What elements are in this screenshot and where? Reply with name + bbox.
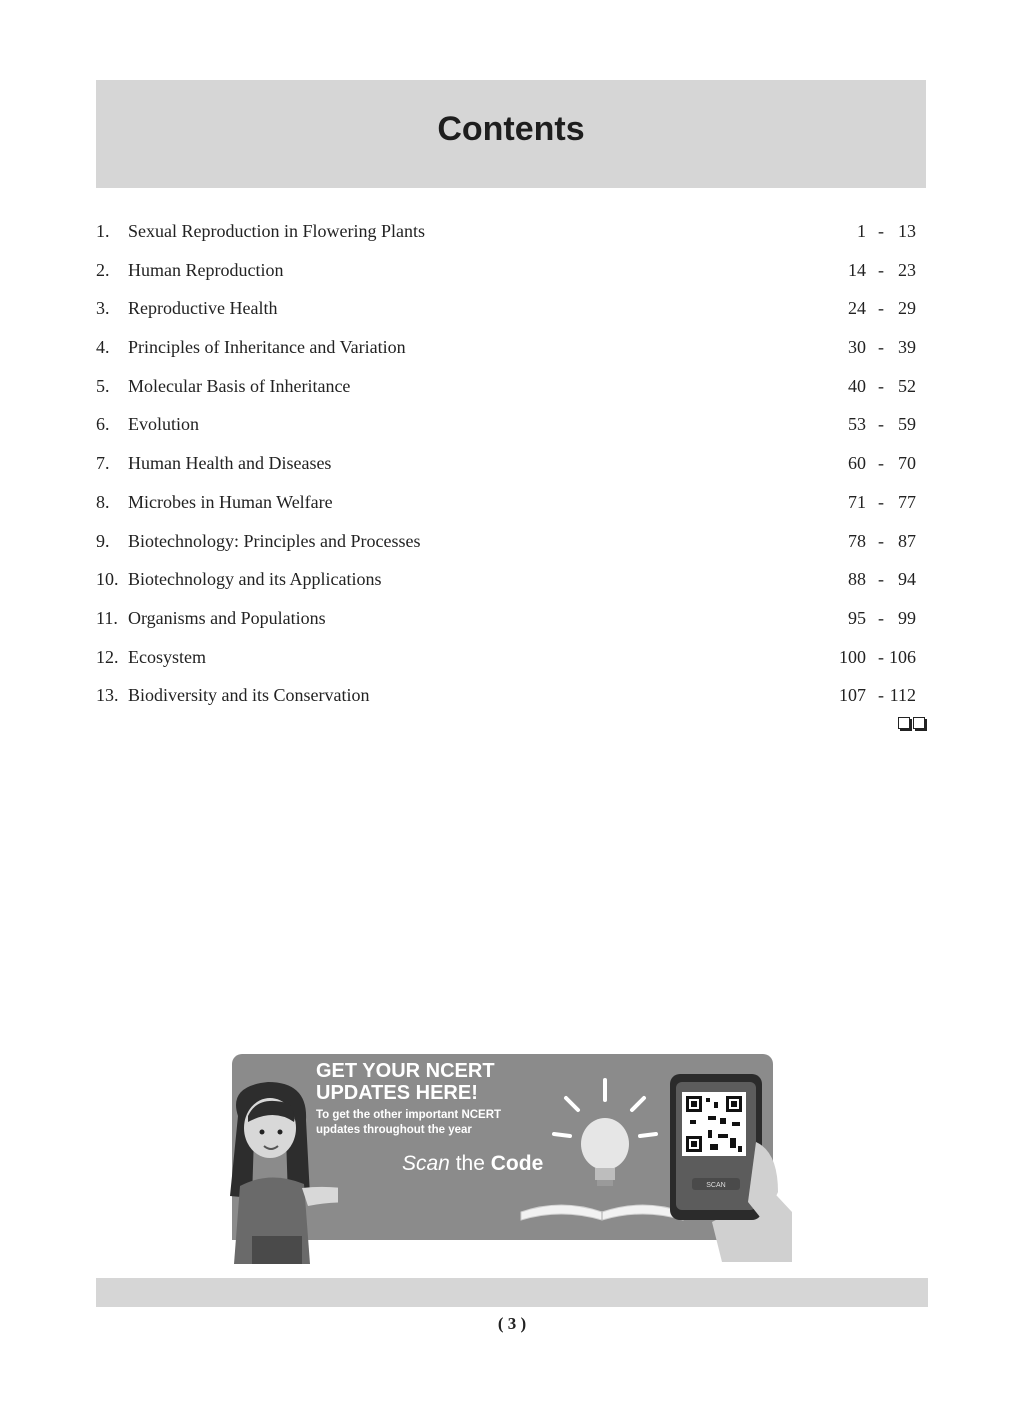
toc-page-start: 53 (848, 414, 866, 435)
toc-page-end: 94 (898, 569, 916, 590)
toc-chapter-title: Evolution (128, 414, 199, 435)
toc-page-end: 99 (898, 607, 916, 628)
toc-page-start: 14 (848, 259, 866, 280)
banner-subtext (316, 1108, 536, 1138)
toc-page-separator: - (878, 298, 884, 319)
footer-band (96, 1278, 928, 1307)
banner-heading-line-2: UPDATES HERE! (316, 1082, 478, 1104)
code-word: Code (490, 1152, 544, 1175)
banner-heading-line-1: GET YOUR NCERT (316, 1060, 495, 1082)
table-of-contents (96, 212, 926, 715)
toc-page-end: 70 (898, 453, 916, 474)
toc-page-end: 39 (898, 337, 916, 358)
toc-page-start: 40 (848, 375, 866, 396)
toc-row[interactable] (96, 638, 926, 677)
banner-subtext-line-2: updates throughout the year (316, 1124, 472, 1136)
toc-page-end: 87 (898, 530, 916, 551)
girl-illustration (218, 1076, 338, 1264)
header-band (96, 80, 926, 188)
toc-row[interactable] (96, 405, 926, 444)
toc-row[interactable] (96, 212, 926, 251)
toc-chapter-title: Biotechnology: Principles and Processes (128, 530, 421, 551)
toc-chapter-title: Ecosystem (128, 646, 206, 667)
the-word: the (455, 1152, 485, 1175)
toc-page-end: 112 (889, 685, 916, 706)
toc-chapter-number: 4. (96, 337, 110, 358)
toc-page-separator: - (878, 646, 884, 667)
scan-the-code-text (402, 1152, 543, 1176)
toc-page-end: 13 (898, 221, 916, 241)
toc-page-start: 100 (839, 646, 866, 667)
toc-chapter-number: 2. (96, 259, 110, 280)
toc-page-separator: - (878, 259, 884, 280)
toc-page-separator: - (878, 569, 884, 590)
qr-code-icon (682, 1092, 746, 1156)
toc-page-start: 88 (848, 569, 866, 590)
scan-word: Scan (402, 1152, 450, 1175)
toc-chapter-number: 6. (96, 414, 110, 435)
toc-page-start: 30 (848, 337, 866, 358)
toc-chapter-number: 12. (96, 646, 119, 667)
toc-page-end: 77 (898, 491, 916, 512)
toc-chapter-number: 3. (96, 298, 110, 319)
toc-row[interactable] (96, 251, 926, 290)
toc-chapter-title: Sexual Reproduction in Flowering Plants (128, 221, 425, 241)
toc-chapter-title: Biodiversity and its Conservation (128, 685, 370, 706)
toc-chapter-number: 5. (96, 375, 110, 396)
phone-icon (652, 1072, 792, 1262)
toc-chapter-number: 1. (96, 221, 110, 241)
toc-chapter-number: 11. (96, 607, 118, 628)
toc-page-separator: - (878, 221, 884, 241)
toc-page-separator: - (878, 530, 884, 551)
toc-chapter-title: Human Health and Diseases (128, 453, 332, 474)
toc-row[interactable] (96, 444, 926, 483)
toc-chapter-number: 13. (96, 685, 119, 706)
toc-page-end: 23 (898, 259, 916, 280)
toc-page-separator: - (878, 453, 884, 474)
ncert-updates-banner[interactable] (232, 1054, 773, 1240)
page-title: Contents (437, 110, 585, 148)
toc-page-end: 59 (898, 414, 916, 435)
toc-page-separator: - (878, 337, 884, 358)
toc-page-start: 107 (839, 685, 866, 706)
toc-page-start: 24 (848, 298, 866, 319)
toc-row[interactable] (96, 522, 926, 561)
toc-page-separator: - (878, 607, 884, 628)
svg-text:SCAN: SCAN (706, 1182, 726, 1189)
toc-chapter-title: Organisms and Populations (128, 607, 326, 628)
toc-chapter-number: 9. (96, 530, 110, 551)
toc-page-start: 71 (848, 491, 866, 512)
toc-chapter-title: Molecular Basis of Inheritance (128, 375, 351, 396)
toc-chapter-title: Biotechnology and its Applications (128, 569, 382, 590)
toc-row[interactable] (96, 328, 926, 367)
banner-subtext-line-1: To get the other important NCERT (316, 1109, 502, 1121)
toc-page-start: 60 (848, 453, 866, 474)
toc-page-end: 52 (898, 375, 916, 396)
toc-row[interactable] (96, 676, 926, 715)
toc-chapter-title: Principles of Inheritance and Variation (128, 337, 406, 358)
page-number: ( 3 ) (497, 1314, 527, 1333)
toc-page-separator: - (878, 491, 884, 512)
toc-page-separator: - (878, 414, 884, 435)
toc-chapter-number: 8. (96, 491, 110, 512)
toc-page-end: 29 (898, 298, 916, 319)
toc-page-separator: - (878, 685, 884, 706)
toc-chapter-number: 7. (96, 453, 110, 474)
toc-row[interactable] (96, 367, 926, 406)
toc-page-start: 95 (848, 607, 866, 628)
double-square-icon (898, 717, 928, 734)
toc-page-start: 78 (848, 530, 866, 551)
toc-chapter-title: Human Reproduction (128, 259, 284, 280)
toc-page-end: 106 (889, 646, 916, 667)
toc-row[interactable] (96, 289, 926, 328)
toc-chapter-title: Reproductive Health (128, 298, 278, 319)
toc-row[interactable] (96, 599, 926, 638)
toc-chapter-number: 10. (96, 569, 119, 590)
toc-page-start: 1 (857, 221, 866, 241)
toc-page-separator: - (878, 375, 884, 396)
banner-heading (316, 1060, 556, 1104)
toc-row[interactable] (96, 483, 926, 522)
toc-chapter-title: Microbes in Human Welfare (128, 491, 333, 512)
toc-row[interactable] (96, 560, 926, 599)
